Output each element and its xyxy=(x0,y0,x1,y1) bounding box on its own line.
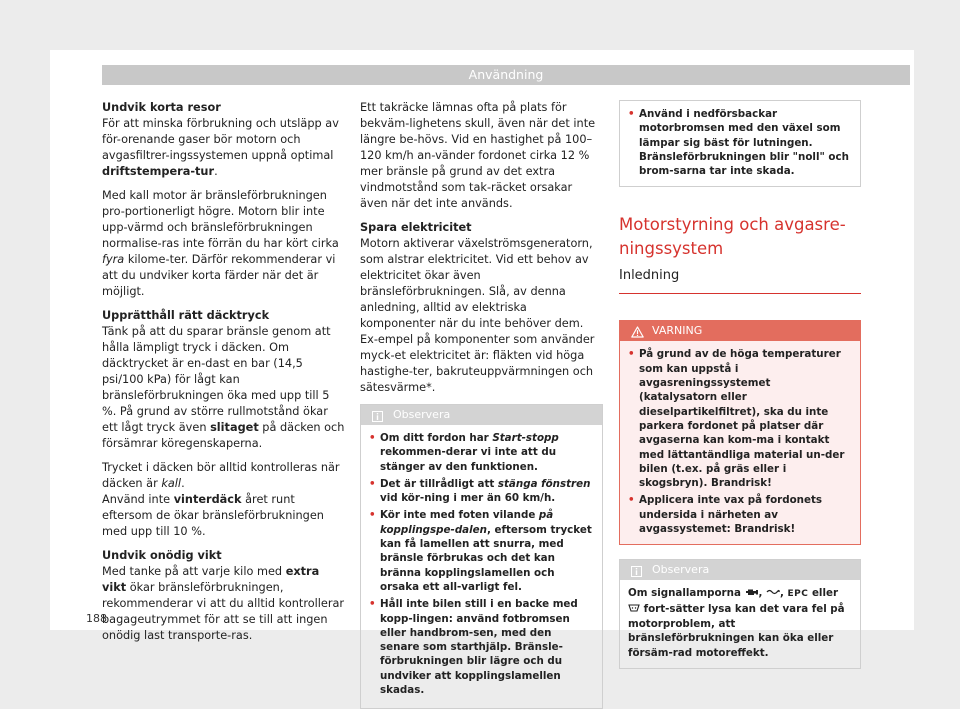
paragraph-short-trips-2: Med kall motor är bränsleförbrukningen pro-portionerligt högre. Motorn blir inte upp-värmd och bränsleförbrukningen normalise-ras inte förrän du har kört cirka fyra kilome-ter. Därför rekommenderar vi att du undviker korta färder när det är möjligt. xyxy=(102,189,339,298)
section-header-bar xyxy=(102,65,910,85)
exhaust-filter-icon xyxy=(628,605,640,615)
continued-note-box xyxy=(619,100,861,187)
note-box-fuel xyxy=(360,404,603,709)
note-box-signal-lamps xyxy=(619,559,861,668)
list-item: • Om ditt fordon har Start-stopp rekommen-derar vi inte att du stänger av den funktionen. xyxy=(369,432,559,473)
list-item: • Kör inte med foten vilande på kopplingspe-dalen, eftersom trycket kan få lamellen att snurra, med bränsle förbrukas och det kan bränna kopplingslamellen och orsaka ett all-varligt fel. xyxy=(369,509,592,593)
list-item: • Använd i nedförsbackar motorbromsen med den växel som lämpar sig bäst för lutningen. Bränsleförbrukningen blir "noll" och brom-sarna tar inte skada. xyxy=(628,108,849,178)
epc-indicator: EPC xyxy=(787,589,809,600)
warning-box xyxy=(619,320,861,545)
warning-box-title: VARNING xyxy=(652,324,703,338)
engine-warning-icon xyxy=(745,589,759,599)
page-number: 188 xyxy=(86,612,107,625)
paragraph-tire-pressure-2: Trycket i däcken bör alltid kontrolleras när däcken är kall. xyxy=(102,461,340,490)
list-item: • Det är tillrådligt att stänga fönstren vid kör-ning i mer än 60 km/h. xyxy=(369,477,591,505)
heading-tire-pressure: Upprätthåll rätt däcktryck xyxy=(102,309,270,322)
note-box-title: Observera xyxy=(393,408,451,421)
column-1 xyxy=(102,100,345,652)
warning-box-header xyxy=(620,321,860,341)
paragraph-winter-tires: Använd inte vinterdäck året runt eftersom de ökar bränsleförbrukningen med upp till 10 %. xyxy=(102,493,324,538)
note-box-body: Om signallamporna , , EPC eller fort-sätter lysa kan det vara fel på motorproblem, att bränsleförbrukningen kan öka eller försäm-rad motoreffekt. xyxy=(628,587,845,659)
list-item: • På grund av de höga temperaturer som kan uppstå i avgasreningssystemet (katalysatorn eller dieselpartikelfiltret), ska du inte parkera fordonet på platser där avgaserna kan kom-ma i kontakt med lättantändliga material un-der bilen (t.ex. på gräs eller i skogsbryn). Brandrisk! xyxy=(628,348,845,490)
info-icon xyxy=(372,409,383,429)
heading-save-electricity: Spara elektricitet xyxy=(360,221,472,234)
note-box-header xyxy=(361,405,602,425)
column-2 xyxy=(360,100,603,709)
manual-page xyxy=(50,50,914,697)
list-item: • Håll inte bilen still i en backe med kopp-lingen: använd fotbromsen eller handbrom-sen, med den senare som starthjälp. Bränsle-förbrukningen blir lägre och du undviker att kopplingslamellen skadas. xyxy=(369,598,578,697)
section-block xyxy=(619,213,861,294)
section-divider xyxy=(619,293,861,294)
section-title: Motorstyrning och avgasre-ningssystem xyxy=(619,215,846,259)
warning-box-body xyxy=(620,341,860,544)
warning-triangle-icon xyxy=(631,325,644,345)
section-subtitle: Inledning xyxy=(619,268,680,284)
paragraph-unnecessary-weight: Med tanke på att varje kilo med extra vikt ökar bränsleförbrukningen, rekommenderar vi att du alltid kontrollerar bagageutrymmet för att se till att ingen onödig last transporte-ras. xyxy=(102,565,345,642)
info-icon xyxy=(631,564,642,584)
paragraph-roof-rack: Ett takräcke lämnas ofta på plats för bekväm-lighetens skull, även när det inte längre be-hövs. Vid en hastighet på 100–120 km/h an-vänder fordonet cirka 12 % mer bränsle på grund av det extra vindmotstånd som tak-räcket orsakar även när det inte används. xyxy=(360,101,596,210)
heading-short-trips: Undvik korta resor xyxy=(102,101,221,114)
section-header-title: Användning xyxy=(468,67,544,82)
list-item: • Applicera inte vax på fordonets undersida i närheten av avgassystemet: Brandrisk! xyxy=(628,494,823,536)
note-box-header xyxy=(620,560,860,580)
heading-unnecessary-weight: Undvik onödig vikt xyxy=(102,549,222,562)
paragraph-short-trips-1: För att minska förbrukning och utsläpp av för-orenande gaser bör motorn och avgasfiltrer-ingssystemen uppnå optimal driftstempera-tur. xyxy=(102,117,339,178)
note-box-title: Observera xyxy=(652,563,710,577)
paragraph-tire-pressure-1: Tänk på att du sparar bränsle genom att hålla lämpligt tryck i däcken. Om däcktrycket är en-dast en bar (14,5 psi/100 kPa) för lågt kan bränsleförbrukningen öka med upp till 5 %. På grund av större rullmotstånd ökar ett lågt tryck även slitaget på däcken och försämrar köregenskaperna. xyxy=(102,325,345,450)
glow-plug-icon xyxy=(766,589,780,599)
column-3 xyxy=(619,100,861,669)
note-box-body xyxy=(361,425,602,708)
paragraph-save-electricity: Motorn aktiverar växelströmsgeneratorn, som alstrar elektricitet. Vid ett behov av elektricitet ökar även bränsleförbrukningen. Slå, av denna anledning, alltid av elektriska komponenter när du inte behöver dem. Ex-empel på komponenter som använder myck-et elektricitet är: fläkten vid höga hastighe-ter, bakruteuppvärmningen och sätesvärme*. xyxy=(360,237,595,394)
